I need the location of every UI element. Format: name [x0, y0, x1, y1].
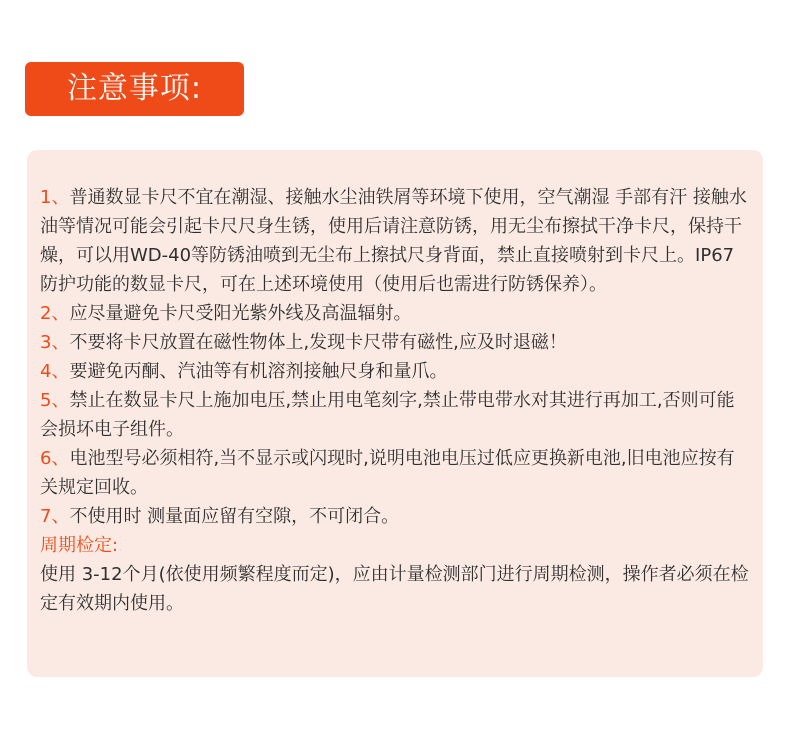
notice-item-7 — [40, 502, 752, 531]
calibration-heading: 周期检定: — [40, 535, 119, 556]
item-text: 普通数显卡尺不宜在潮湿、接触水尘油铁屑等环境下使用，空气潮湿 手部有汗 接触水油等情况可能会引起卡尺尺身生锈，使用后请注意防锈，用无尘布擦拭干净卡尺，保持干燥，可以用WD-40等防锈油喷到无尘布上擦拭尺身背面，禁止直接喷射到卡尺上。IP67防护功能的数显卡尺，可在上述环境使用（使用后也需进行防锈保养）。 — [40, 187, 747, 295]
notice-item-2 — [40, 299, 752, 328]
calibration-text: 使用 3-12个月(依使用频繁程度而定)，应由计量检测部门进行周期检测，操作者必须在检定有效期内使用。 — [40, 564, 749, 614]
notice-item-5 — [40, 386, 752, 444]
item-text: 不使用时 测量面应留有空隙，不可闭合。 — [69, 506, 400, 527]
item-number: 4、 — [40, 361, 70, 382]
item-number: 3、 — [40, 332, 70, 353]
item-text: 应尽量避免卡尺受阳光紫外线及高温辐射。 — [69, 303, 412, 324]
item-number: 5、 — [40, 390, 70, 411]
notice-item-1 — [40, 183, 752, 299]
notice-content — [40, 183, 752, 618]
item-text: 要避免丙酮、汽油等有机溶剂接触尺身和量爪。 — [69, 361, 448, 382]
item-text: 电池型号必须相符,当不显示或闪现时,说明电池电压过低应更换新电池,旧电池应按有关规定回收。 — [40, 448, 735, 498]
item-number: 1、 — [40, 187, 70, 208]
notice-item-4 — [40, 357, 752, 386]
notice-title: 注意事项: — [25, 62, 244, 116]
notice-item-6 — [40, 444, 752, 502]
item-text: 不要将卡尺放置在磁性物体上,发现卡尺带有磁性,应及时退磁！ — [69, 332, 567, 353]
item-number: 6、 — [40, 448, 70, 469]
item-text: 禁止在数显卡尺上施加电压,禁止用电笔刻字,禁止带电带水对其进行再加工,否则可能会损坏电子组件。 — [40, 390, 735, 440]
item-number: 2、 — [40, 303, 70, 324]
notice-item-3 — [40, 328, 752, 357]
item-number: 7、 — [40, 506, 70, 527]
